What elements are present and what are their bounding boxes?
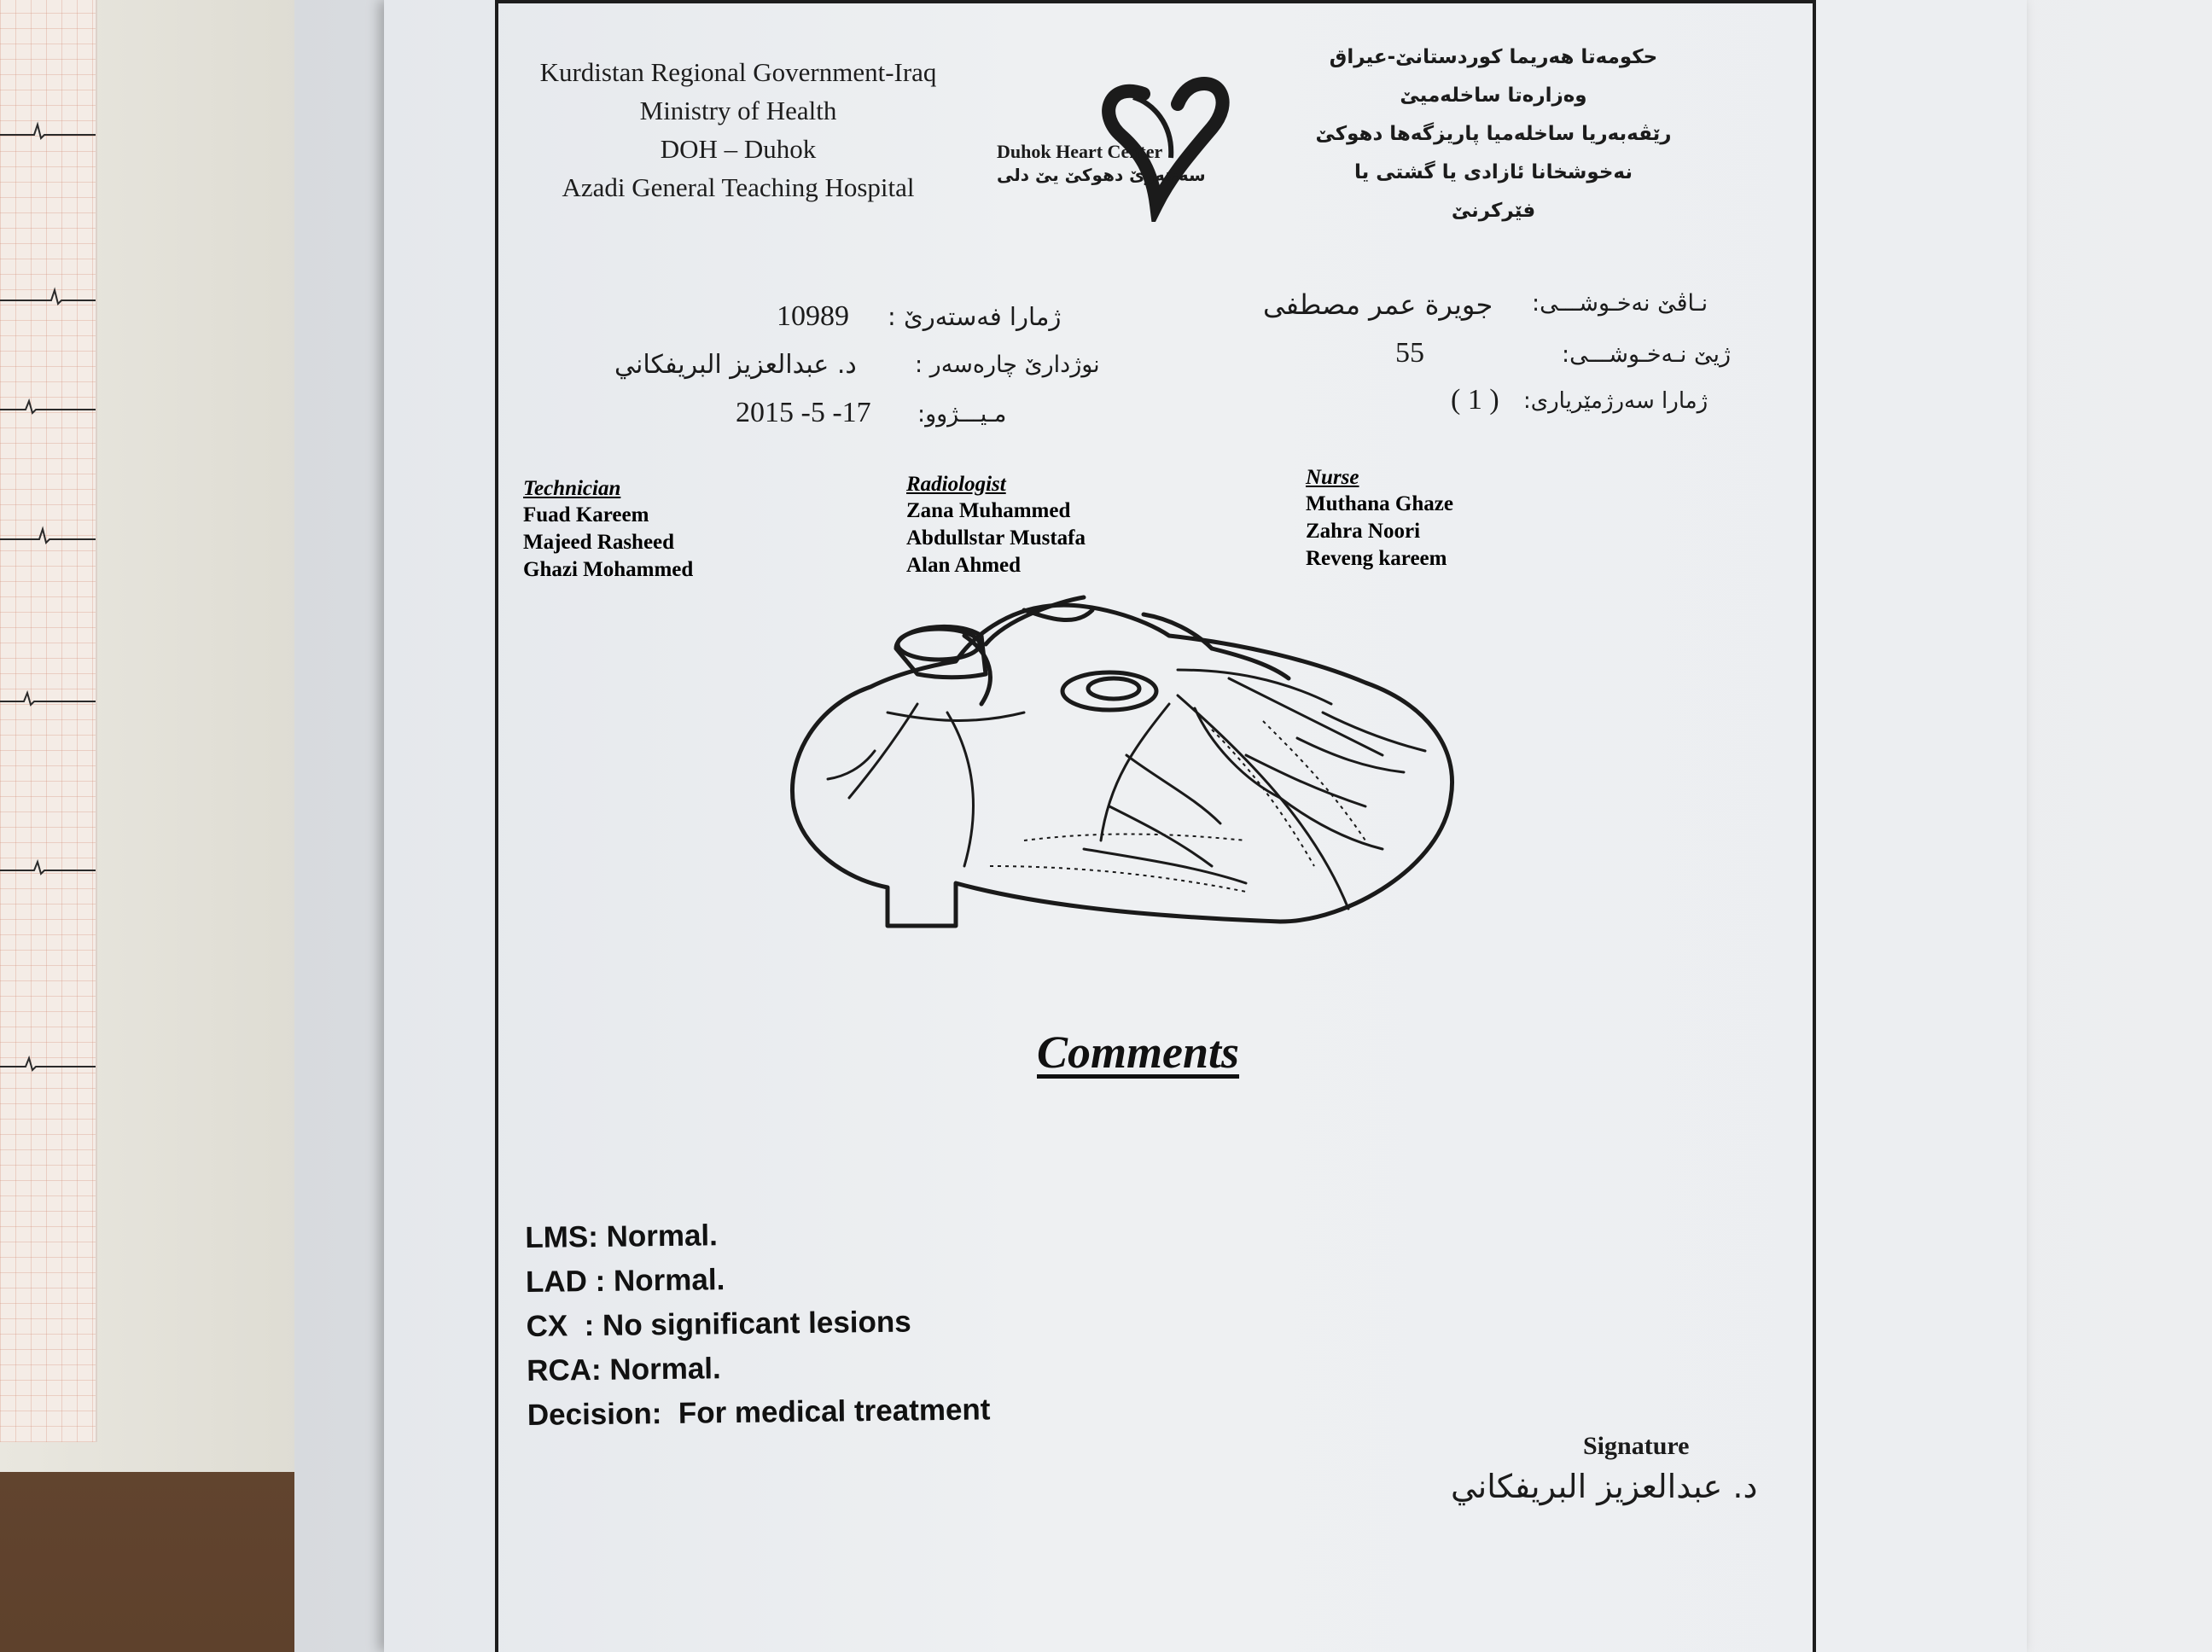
heart-center-logo (990, 77, 1263, 230)
finding-lad: LAD : Normal. (525, 1263, 725, 1299)
patient-age: 55 (1395, 337, 1424, 369)
technician-name: Fuad Kareem (523, 503, 649, 526)
finding-lms: LMS: Normal. (525, 1219, 719, 1254)
report-date: 2015 -5 -17 (736, 397, 871, 428)
visit-number: ( 1 ) (1451, 384, 1499, 416)
header-ku-line-4: نەخوشخانا ئازادی یا گشتی یا فێركرنێ (1354, 161, 1633, 222)
header-kurdish (1314, 38, 1673, 230)
ecg-trace (0, 0, 96, 1442)
findings-list (525, 1210, 991, 1438)
finding-rca: RCA: Normal. (526, 1352, 721, 1387)
decision: Decision: For medical treatment (527, 1393, 991, 1432)
header-ku-line-3: رێڤەبەریا ساخلەمیا پاریزگەها دهوكێ (1315, 123, 1672, 145)
doctor-label: نوژدارێ چارەسەر : (915, 352, 1100, 378)
technician-name: Ghazi Mohammed (523, 558, 694, 581)
radiologist-name: Abdullstar Mustafa (906, 526, 1086, 550)
header-ku-line-1: حكومەتا هەریما كوردستانێ-عیراق (1329, 46, 1658, 68)
nurse-name: Zahra Noori (1306, 520, 1421, 543)
doctor-name: د. عبدالعزیز البریفكاني (614, 350, 857, 380)
nurse-heading: Nurse (1306, 466, 1359, 489)
technician-name: Majeed Rasheed (523, 531, 675, 554)
coronary-heart-diagram (768, 585, 1468, 943)
nurse-name: Muthana Ghaze (1306, 492, 1453, 515)
file-number-value: 10989 (777, 300, 849, 332)
signature-name: د. عبدالعزیز البریفكاني (1451, 1468, 1758, 1505)
visit-number-label: ژمارا سەرژمێریاری: (1523, 388, 1708, 414)
patient-age-label: ژیێ نـەخـوشـــی: (1562, 341, 1732, 368)
signature-label: Signature (1583, 1432, 1690, 1460)
header-line-government: Kurdistan Regional Government-Iraq (539, 57, 937, 87)
nurse-list (1306, 465, 1453, 573)
radiologist-name: Alan Ahmed (906, 554, 1022, 577)
logo-title-kurdish: سەنتەرێ دهوكێ یێ دلی (997, 165, 1206, 185)
finding-cx: CX : No significant lesions (526, 1305, 911, 1343)
date-label: مـیـــژوو: (917, 401, 1007, 428)
comments-heading: Comments (1037, 1027, 1240, 1078)
heart-illustration (768, 585, 1468, 943)
header-line-hospital: Azadi General Teaching Hospital (562, 172, 915, 202)
header-line-doh: DOH – Duhok (660, 134, 817, 164)
technician-heading: Technician (523, 477, 621, 500)
file-number-label: ژمارا فەستەرێ : (888, 302, 1062, 331)
nurse-name: Reveng kareem (1306, 547, 1447, 570)
radiologist-heading: Radiologist (906, 473, 1006, 496)
radiologist-list (906, 472, 1086, 579)
patient-name: جویرة عمر مصطفی (1263, 288, 1493, 321)
radiologist-name: Zana Muhammed (906, 499, 1071, 522)
logo-title-english: Duhok Heart Center (997, 141, 1163, 162)
technician-list (523, 476, 693, 584)
ecg-paper-strip (0, 0, 97, 1442)
header-ku-line-2: وەزارەتا ساخلەمیێ (1400, 84, 1587, 107)
header-line-ministry: Ministry of Health (639, 96, 837, 125)
header-english (512, 53, 964, 206)
patient-name-label: نـاڤێ نەخـوشـــی: (1532, 290, 1708, 317)
